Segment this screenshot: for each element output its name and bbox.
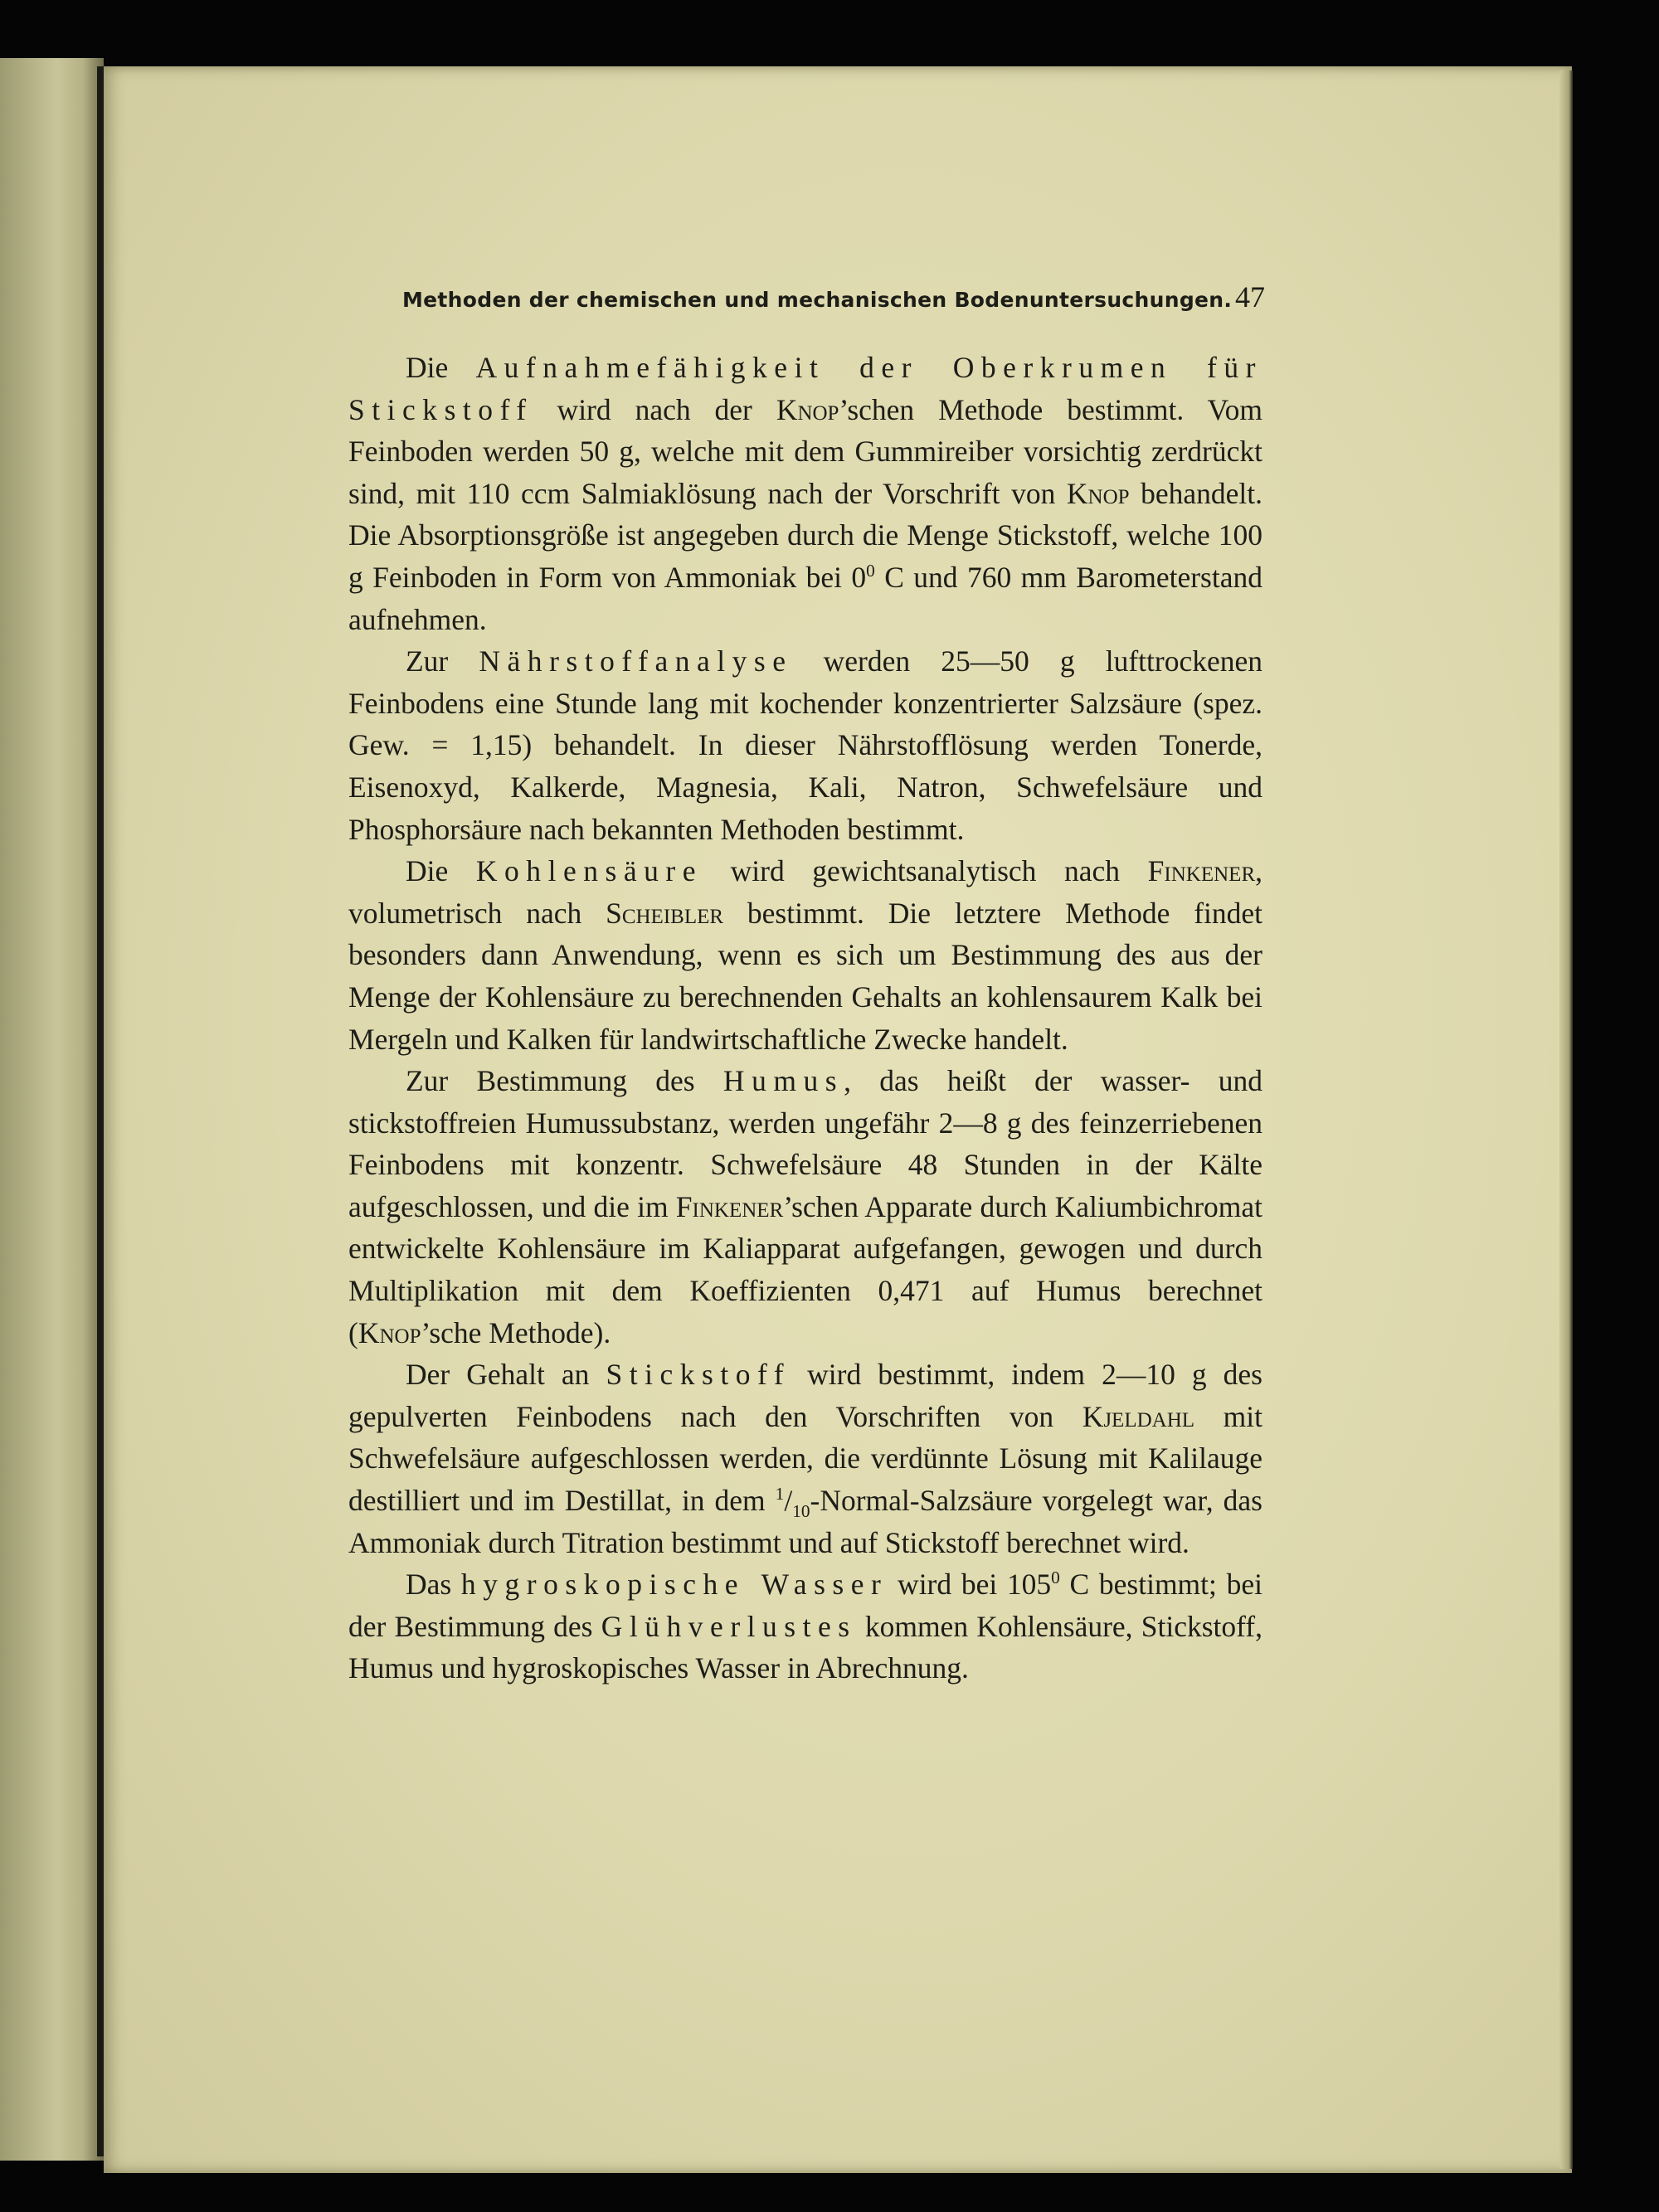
text-run: mit Schwefelsäure aufgeschlossen werden, die verdünnte Lösung mit Kalilauge destilliert und im Destillat, in dem: [348, 1399, 1262, 1518]
text-run: ’schen Apparate durch Kaliumbichromat entwickelte Kohlensäure im Kaliapparat aufgefangen, gewogen und durch Multiplikation mit dem Koeffizienten 0,471 auf Humus berechnet (: [348, 1189, 1262, 1349]
paragraph-carbonic-acid: [348, 850, 1262, 1060]
text-run: kommen Kohlensäure, Stickstoff, Humus und hygroskopisches Wasser in Abrechnung.: [348, 1609, 1263, 1685]
spaced-term: hygroskopische Wasser: [460, 1568, 888, 1602]
fraction-numerator: 1: [775, 1484, 785, 1505]
author-name: Scheibler: [606, 896, 724, 930]
spaced-term: Nährstoffanalyse: [479, 644, 793, 678]
spaced-term: Aufnahmefähigkeit der Oberkrumen für Stickstoff: [348, 351, 1262, 426]
body-text: [348, 347, 1262, 1689]
degree-superscript: 0: [1051, 1568, 1060, 1588]
author-name: Knop: [776, 392, 839, 426]
book-gutter: [97, 66, 104, 2156]
page-fore-edge: [1559, 70, 1573, 2169]
text-run: C bestimmt; bei der Bestimmung des: [348, 1568, 1262, 1643]
paragraph-hygroscopic-water: [348, 1563, 1262, 1689]
text-run: Die: [406, 351, 476, 384]
previous-page-edge: [0, 58, 104, 2161]
running-head: [402, 280, 1265, 314]
page-number: 47: [1235, 280, 1265, 314]
paragraph-nutrient-analysis: [348, 640, 1262, 850]
text-run: -Normal-Salzsäure vorgelegt war, das Ammoniak durch Titration bestimmt und auf Stickstoff berechnet wird.: [348, 1484, 1262, 1559]
text-run: ’schen Methode bestimmt. Vom Feinboden werden 50 g, welche mit dem Gummireiber vorsichtig zerdrückt sind, mit 110 ccm Salmiaklösung nach der Vorschrift von: [348, 392, 1262, 510]
text-run: wird bestimmt, indem 2—10 g des gepulverten Feinbodens nach den Vorschriften von: [348, 1358, 1262, 1433]
author-name: Kjeldahl: [1082, 1399, 1195, 1433]
text-run: wird gewichtsanalytisch nach: [703, 854, 1148, 888]
spaced-term: Stickstoff: [606, 1358, 791, 1392]
text-run: behandelt. Die Absorptionsgröße ist angegeben durch die Menge Stickstoff, welche 100 g Feinboden in Form von Ammoniak bei 0: [348, 476, 1263, 594]
author-name: Knop: [358, 1315, 421, 1349]
text-run: werden 25—50 g lufttrockenen Feinbodens eine Stunde lang mit kochender konzentrierter Salzsäure (spez. Gew. = 1,15) behandelt. In dieser Nährstofflösung werden Tonerde, Eisenoxyd, Kalkerde, Magnesia, Kali, Natron, Schwefelsäure und Phosphorsäure nach bekannten Methoden bestimmt.: [348, 644, 1262, 846]
running-head-title: Methoden der chemischen und mechanischen Bodenuntersuchungen.: [402, 288, 1233, 312]
fraction-denominator: 10: [792, 1501, 810, 1522]
paragraph-humus: [348, 1060, 1262, 1354]
text-run: wird nach der: [533, 392, 776, 426]
text-run: Das: [406, 1568, 461, 1602]
spaced-term: Kohlensäure: [475, 854, 703, 888]
text-run: wird bei 105: [888, 1568, 1052, 1602]
paragraph-absorption: [348, 347, 1262, 640]
text-run: Die: [406, 854, 476, 888]
author-name: Finkener: [1147, 854, 1256, 888]
text-run: Zur: [406, 644, 479, 678]
spaced-term: Humus: [722, 1064, 844, 1098]
text-run: , volumetrisch nach: [348, 854, 1262, 930]
text-run: Der Gehalt an: [406, 1358, 606, 1392]
spaced-term: Glühverlustes: [601, 1609, 857, 1643]
author-name: Knop: [1066, 476, 1130, 510]
text-run: bestimmt. Die letztere Methode findet besonders dann Anwendung, wenn es sich um Bestimmung des aus der Menge der Kohlensäure zu berechnenden Gehalts an kohlensaurem Kalk bei Mergeln und Kalken für landwirtschaftliche Zwecke handelt.: [348, 896, 1263, 1056]
text-run: , das heißt der wasser- und stickstoffreien Humussubstanz, werden ungefähr 2—8 g des feinzerriebenen Feinbodens mit konzentr. Schwefelsäure 48 Stunden in der Kälte aufgeschlossen, und die im: [348, 1064, 1262, 1223]
text-run: ’sche Methode).: [421, 1315, 611, 1349]
text-run: Zur Bestimmung des: [406, 1064, 723, 1098]
text-run: C und 760 mm Barometerstand aufnehmen.: [348, 560, 1262, 636]
degree-superscript: 0: [866, 561, 875, 581]
paragraph-nitrogen: [348, 1354, 1262, 1563]
fraction-slash: /: [784, 1484, 793, 1518]
author-name: Finkener: [675, 1189, 784, 1223]
